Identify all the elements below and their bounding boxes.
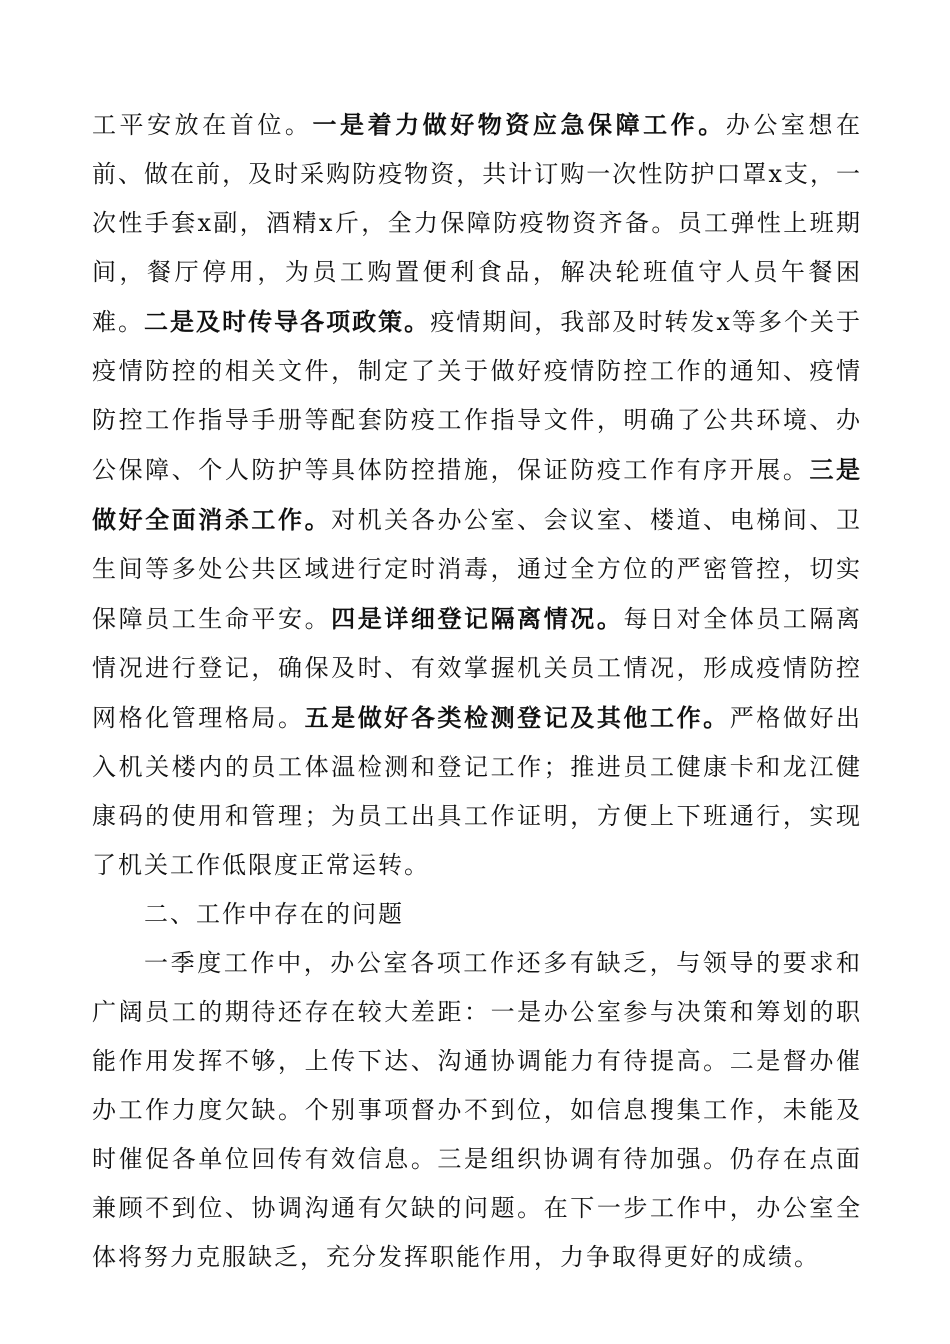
paragraph-text: 疫情期间，我部及时转发x等多个关于疫情防控的相关文件，制定了关于做好疫情防控工作的通知、疫情防控工作指导手册等配套防疫工作指导文件，明确了公共环境、办公保障、个人防护等具体防控措施，保证防疫工作有序开展。 bbox=[92, 308, 862, 484]
bold-point-2: 二是及时传导各项政策。 bbox=[144, 307, 431, 336]
document-body bbox=[92, 100, 862, 1282]
work-measures-paragraph bbox=[92, 100, 862, 890]
section-heading: 二、工作中存在的问题 bbox=[144, 900, 404, 928]
bold-point-4: 四是详细登记隔离情况。 bbox=[331, 604, 624, 633]
bold-point-5: 五是做好各类检测登记及其他工作。 bbox=[304, 703, 730, 732]
bold-point-3: 三是做好全面消杀工作。 bbox=[92, 455, 863, 534]
paragraph-text: 严格做好出入机关楼内的员工体温检测和登记工作；推进员工健康卡和龙江健康码的使用和管理；为员工出具工作证明，方便上下班通行，实现了机关工作低限度正常运转。 bbox=[92, 704, 863, 879]
paragraph-text: 工平安放在首位。 bbox=[92, 111, 313, 139]
paragraph-text: 办公室想在前、做在前，及时采购防疫物资，共计订购一次性防护口罩x支，一次性手套x副，酒精x斤，全力保障防疫物资齐备。员工弹性上班期间，餐厅停用，为员工购置便利食品，解决轮班值守人员午餐困难。 bbox=[92, 111, 863, 336]
paragraph-text: 每日对全体员工隔离情况进行登记，确保及时、有效掌握机关员工情况，形成疫情防控网格化管理格局。 bbox=[92, 605, 863, 732]
problems-paragraph: 一季度工作中，办公室各项工作还多有缺乏，与领导的要求和广阔员工的期待还存在较大差距：一是办公室参与决策和筹划的职能作用发挥不够，上传下达、沟通协调能力有待提高。二是督办催办工作力度欠缺。个别事项督办不到位，如信息搜集工作，未能及时催促各单位回传有效信息。三是组织协调有待加强。仍存在点面兼顾不到位、协调沟通有欠缺的问题。在下一步工作中，办公室全体将努力克服缺乏，充分发挥职能作用，力争取得更好的成绩。 bbox=[92, 949, 862, 1271]
bold-point-1: 一是着力做好物资应急保障工作。 bbox=[312, 110, 726, 139]
paragraph-text: 对机关各办公室、会议室、楼道、电梯间、卫生间等多处公共区域进行定时消毒，通过全方位的严密管控，切实保障员工生命平安。 bbox=[92, 506, 863, 633]
